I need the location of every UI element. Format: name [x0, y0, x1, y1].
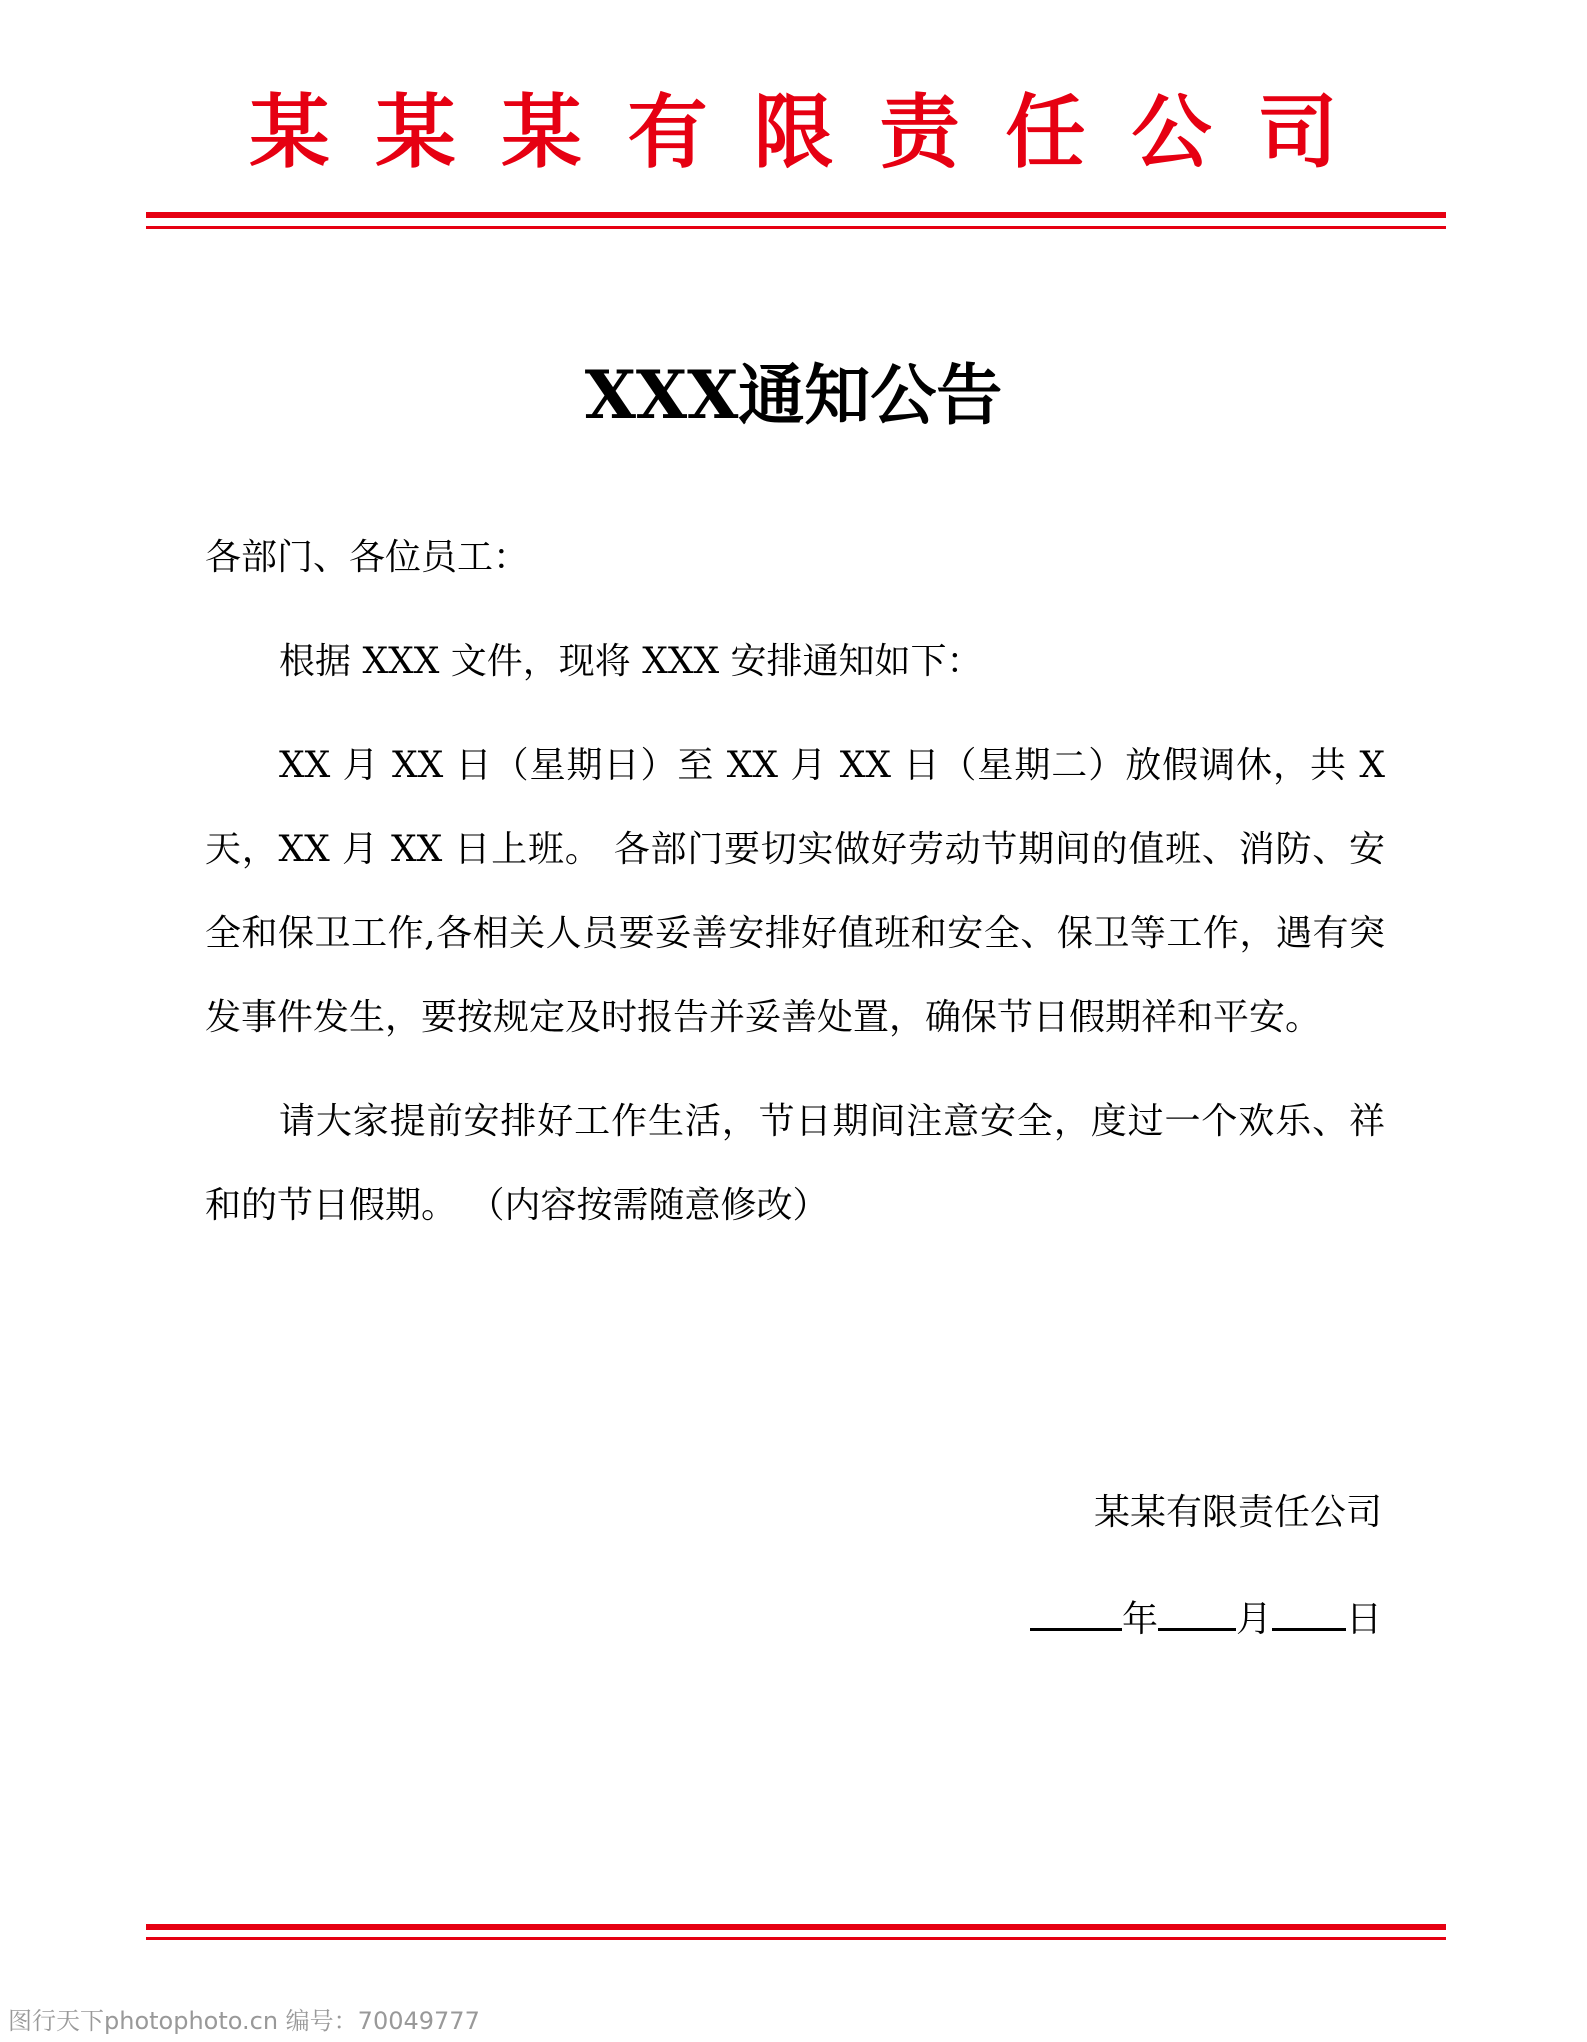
- signature-company: 某某有限责任公司: [1093, 1492, 1382, 1533]
- company-header: 某某某有限责任公司: [249, 85, 1384, 179]
- footer-rule-thin: [146, 1937, 1446, 1940]
- day-blank: [1272, 1596, 1346, 1631]
- date-line: [1030, 1596, 1382, 1643]
- paragraph-intro: 根据 XXX 文件，现将 XXX 安排通知如下：: [279, 641, 983, 682]
- paragraph-closing: 请大家提前安排好工作生活，节日期间注意安全，度过一个欢乐、祥和的节日假期。 （内容按需随意修改）: [205, 1101, 1385, 1226]
- footer-rule-thick: [146, 1924, 1446, 1930]
- year-label: 年: [1121, 1599, 1158, 1640]
- document-title: XXX通知公告: [584, 356, 1003, 434]
- watermark-text: 图行天下photophoto.cn 编号：70049777: [8, 2007, 480, 2035]
- header-rule-thick: [146, 212, 1446, 218]
- month-blank: [1158, 1596, 1236, 1631]
- year-blank: [1030, 1596, 1122, 1631]
- salutation: 各部门、各位员工：: [205, 537, 530, 578]
- month-label: 月: [1235, 1599, 1272, 1640]
- header-rule-thin: [146, 226, 1446, 229]
- day-label: 日: [1345, 1599, 1382, 1640]
- paragraph-holiday: XX 月 XX 日（星期日）至 XX 月 XX 日（星期二）放假调休，共 X 天，XX 月 XX 日上班。 各部门要切实做好劳动节期间的值班、消防、安全和保卫工作,各相关人员要妥善安排好值班和安全、保卫等工作，遇有突发事件发生，要按规定及时报告并妥善处置，确保节日假期祥和平安。: [205, 745, 1385, 1038]
